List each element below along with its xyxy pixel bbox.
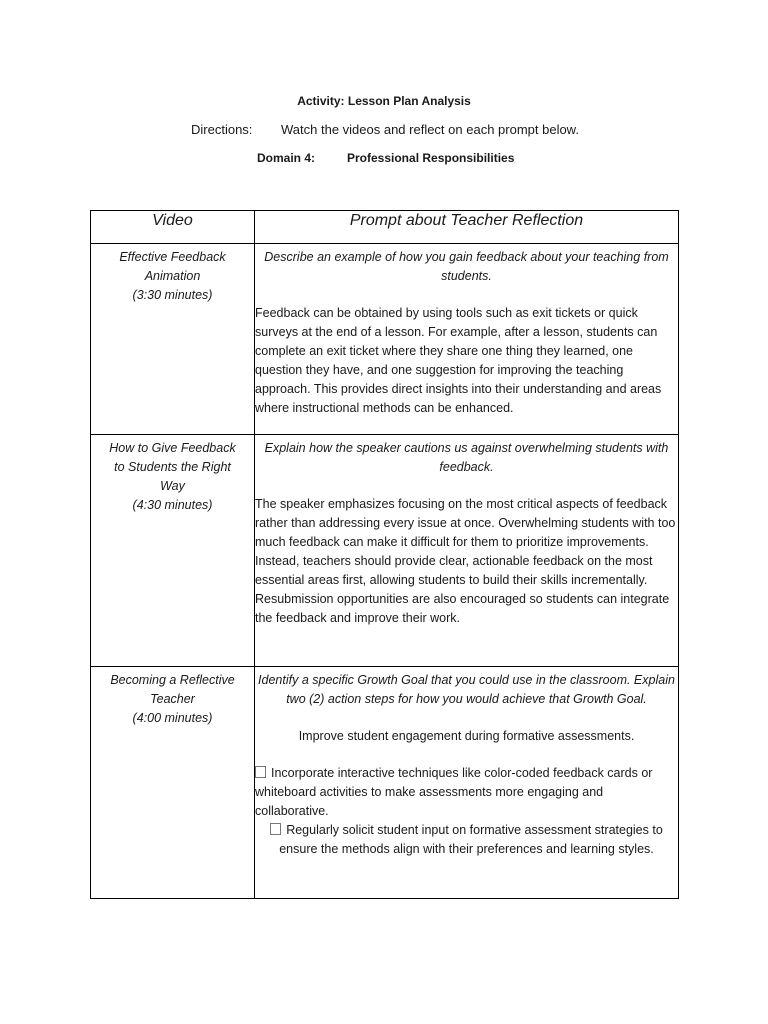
video-title: Animation — [144, 269, 201, 283]
video-cell — [91, 667, 255, 899]
prompt-question: Identify a specific Growth Goal that you could use in the classroom. Explain two (2) action steps for how you would achieve that Growth Goal. — [258, 673, 675, 706]
activity-title: Activity: Lesson Plan Analysis — [297, 94, 471, 108]
action-step — [255, 821, 678, 859]
video-cell — [91, 244, 255, 435]
action-step — [255, 764, 678, 821]
action-step-text: Incorporate interactive techniques like color-coded feedback cards or whiteboard activities to make assessments more engaging and collaborative. — [255, 766, 653, 818]
prompt-answer: Feedback can be obtained by using tools such as exit tickets or quick surveys at the end of a lesson. For example, after a lesson, students can complete an exit ticket where they share one thing they learned, one question they have, and one suggestion for improving the teaching approach. This provides direct insights into their understanding and areas where instructional methods can be enhanced. — [255, 306, 662, 415]
video-column-header: Video — [91, 211, 255, 244]
video-title: Effective Feedback — [119, 250, 226, 264]
table-header-row — [91, 211, 679, 244]
video-duration: (3:30 minutes) — [132, 288, 213, 302]
video-title: Way — [160, 479, 185, 493]
video-cell — [91, 435, 255, 667]
table-row — [91, 667, 679, 899]
prompt-cell — [255, 667, 679, 899]
prompt-question: Explain how the speaker cautions us against overwhelming students with feedback. — [264, 441, 669, 474]
missing-glyph-icon — [255, 766, 266, 778]
action-step-text: Regularly solicit student input on formative assessment strategies to ensure the methods align with their preferences and learning styles. — [279, 823, 663, 856]
video-title: to Students the Right — [114, 460, 231, 474]
growth-goal: Improve student engagement during formative assessments. — [298, 729, 635, 743]
prompt-cell — [255, 435, 679, 667]
prompt-answer: The speaker emphasizes focusing on the most critical aspects of feedback rather than addressing every issue at once. Overwhelming students with too much feedback can make it difficult for them to prioritize improvements. Instead, teachers should provide clear, actionable feedback on the most essential areas first, allowing students to build their skills incrementally. Resubmission opportunities are also encouraged so students can integrate the feedback and improve their work. — [255, 497, 676, 625]
directions-label: Directions: — [191, 122, 253, 137]
domain-text: Professional Responsibilities — [347, 151, 515, 165]
prompt-cell — [255, 244, 679, 435]
video-duration: (4:00 minutes) — [132, 711, 213, 725]
reflection-table — [90, 210, 679, 899]
video-title: How to Give Feedback — [109, 441, 236, 455]
prompt-question: Describe an example of how you gain feedback about your teaching from students. — [264, 250, 669, 283]
table-row — [91, 244, 679, 435]
directions-text: Watch the videos and reflect on each prompt below. — [281, 122, 579, 137]
domain-label: Domain 4: — [257, 151, 316, 165]
prompt-column-header: Prompt about Teacher Reflection — [255, 211, 679, 244]
domain-line — [257, 151, 514, 165]
video-duration: (4:30 minutes) — [132, 498, 213, 512]
video-title: Becoming a Reflective — [110, 673, 235, 687]
video-title: Teacher — [150, 692, 195, 706]
table-row — [91, 435, 679, 667]
directions-line — [191, 122, 579, 137]
missing-glyph-icon — [270, 823, 281, 835]
